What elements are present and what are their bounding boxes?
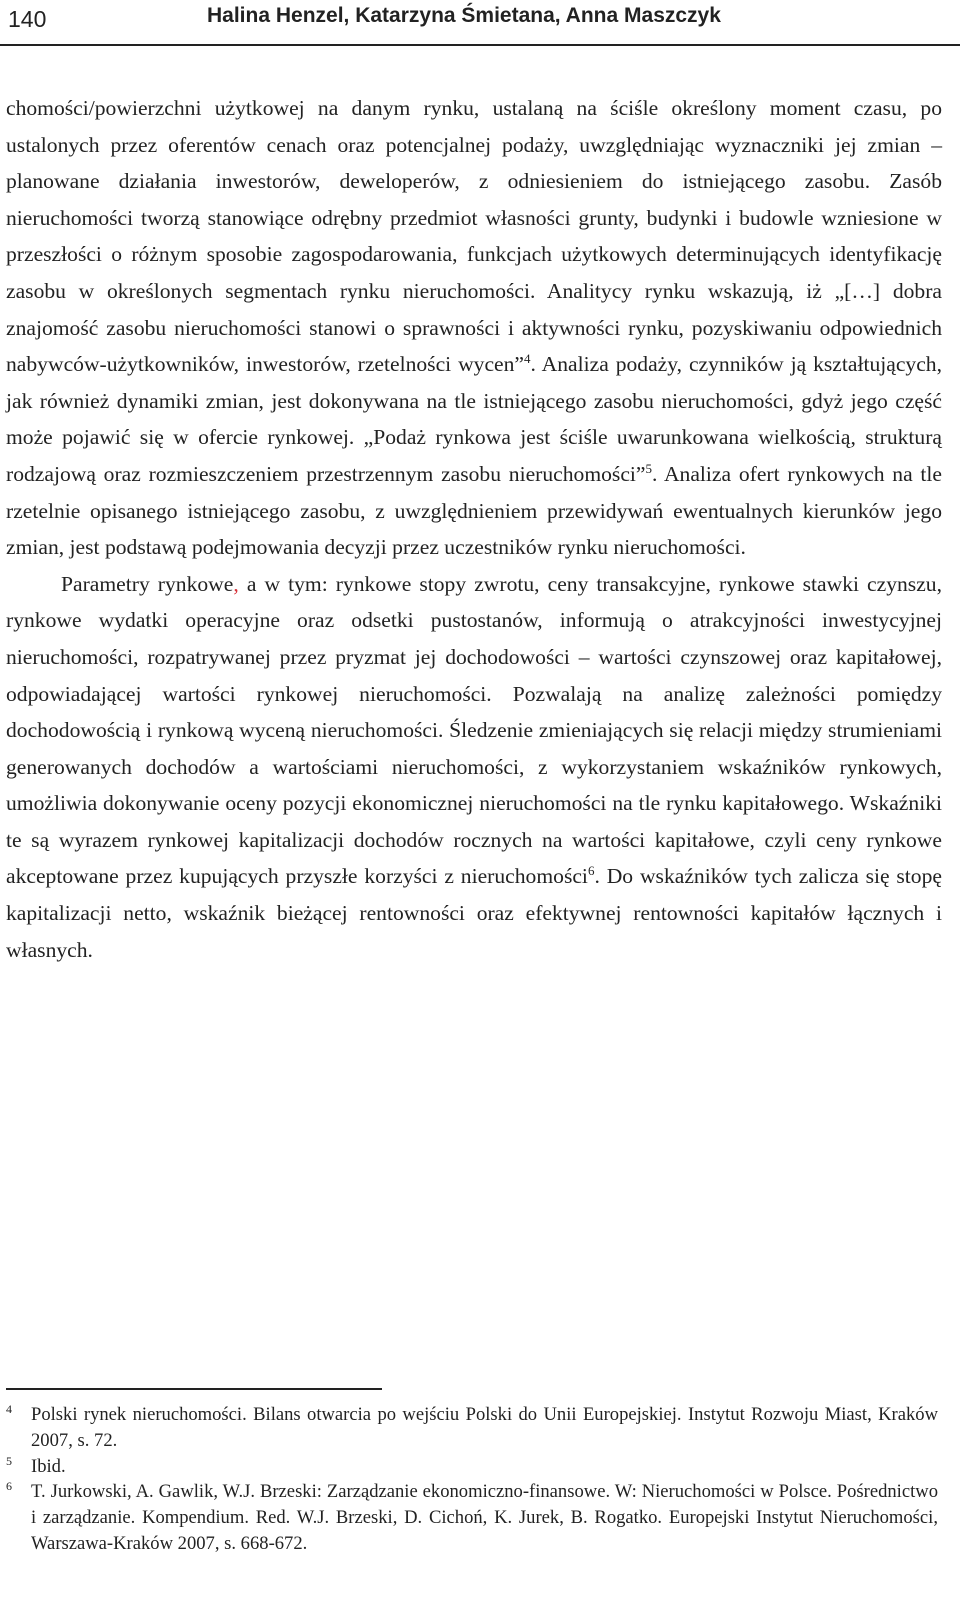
footnote — [6, 1402, 938, 1454]
footnote-ref-5: 5 — [645, 460, 652, 476]
paragraph-2-text-c: . Do wskaźników tych zalicza się stopę kapitalizacji netto, wskaźnik bieżącej rentowności oraz efektywnej rentowności kapitałów łącznych i własnych. — [6, 864, 942, 962]
paragraph-1 — [6, 90, 942, 566]
page-number: 140 — [8, 6, 47, 32]
paragraph-1-text-c: . Analiza ofert rynkowych na tle rzetelnie opisanego istniejącego zasobu, z uwzględnieniem przewidywań ewentualnych kierunków jego zmian, jest podstawą podejmowania decyzji przez uczestników rynku nieruchomości. — [6, 461, 942, 560]
footnote-text: Ibid. — [31, 1455, 66, 1477]
footnotes — [6, 1402, 938, 1557]
footnote-ref-4: 4 — [524, 350, 531, 366]
footnote-text: Polski rynek nieruchomości. Bilans otwarcia po wejściu Polski do Unii Europejskiej. Instytut Rozwoju Miast, Kraków 2007, s. 72. — [31, 1404, 938, 1451]
paragraph-2 — [6, 566, 942, 969]
running-head-authors: Halina Henzel, Katarzyna Śmietana, Anna Maszczyk — [207, 4, 721, 27]
paragraph-1-text-a: chomości/powierzchni użytkowej na danym rynku, ustalaną na ściśle określony moment czasu, po ustalonych przez oferentów cenach oraz potencjalnej podaży, uwzględniając wyznaczniki jej zmian – planowane działania inwestorów, deweloperów, z odniesieniem do istniejącego zasobu. Zasób nieruchomości tworzą stanowiące odrębny przedmiot własności grunty, budynki i budowle wzniesione w przeszłości o różnym sposobie zagospodarowania, funkcjach użytkowych determinujących identyfikację zasobu w określonych segmentach rynku nieruchomości. Analitycy rynku wskazują, iż „[…] dobra znajomość zasobu nieruchomości stanowi o sprawności i aktywności rynku, pozyskiwaniu odpowiednich nabywców-użytkowników, inwestorów, rzetelności wycen” — [6, 96, 942, 377]
paragraph-1-text-b: . Analiza podaży, czynników ją kształtujących, jak również dynamiki zmian, jest dokonywana na tle istniejącego zasobu nieruchomości, gdyż jego część może pojawić się w ofercie rynkowej. „Podaż rynkowa jest ściśle uwarunkowana wielkością, strukturą rodzajową oraz rozmieszczeniem przestrzennym zasobu nieruchomości” — [6, 352, 943, 486]
paragraph-2-text-a: Parametry rynkowe — [61, 571, 234, 596]
running-header — [0, 0, 960, 46]
footnote — [6, 1454, 938, 1480]
body-text — [6, 90, 942, 968]
footnote-number: 4 — [6, 1402, 12, 1416]
footnote-ref-6: 6 — [587, 863, 595, 879]
highlighted-comma: , — [233, 571, 239, 596]
footnote-number: 5 — [6, 1453, 12, 1468]
footnote-separator — [6, 1388, 382, 1390]
footnote — [6, 1479, 938, 1556]
footnote-number: 6 — [6, 1479, 12, 1494]
paragraph-2-text-b: a w tym: rynkowe stopy zwrotu, ceny transakcyjne, rynkowe stawki czynszu, rynkowe wydatki operacyjne oraz odsetki pustostanów, informują o atrakcyjności inwestycyjnej nieruchomości, rozpatrywanej przez pryzmat jej dochodowości – wartości czynszowej oraz kapitałowej, odpowiadającej wartości rynkowej nieruchomości. Pozwalają na analizę zależności pomiędzy dochodowością i rynkową wyceną nieruchomości. Śledzenie zmieniających się relacji między strumieniami generowanych dochodów a wartościami nieruchomości, z wykorzystaniem wskaźników rynkowych, umożliwia dokonywanie oceny pozycji ekonomicznej nieruchomości na tle rynku kapitałowego. Wskaźniki te są wyrazem rynkowej kapitalizacji dochodów rocznych na wartości kapitałowe, czyli ceny rynkowe akceptowane przez kupujących przyszłe korzyści z nieruchomości — [6, 571, 942, 889]
footnote-text: T. Jurkowski, A. Gawlik, W.J. Brzeski: Zarządzanie ekonomiczno-finansowe. W: Nieruchomości w Polsce. Pośrednictwo i zarządzanie. Kompendium. Red. W.J. Brzeski, D. Cichoń, K. Jurek, B. Rogatko. Europejski Instytut Nieruchomości, Warszawa-Kraków 2007, s. 668-672. — [31, 1481, 938, 1554]
